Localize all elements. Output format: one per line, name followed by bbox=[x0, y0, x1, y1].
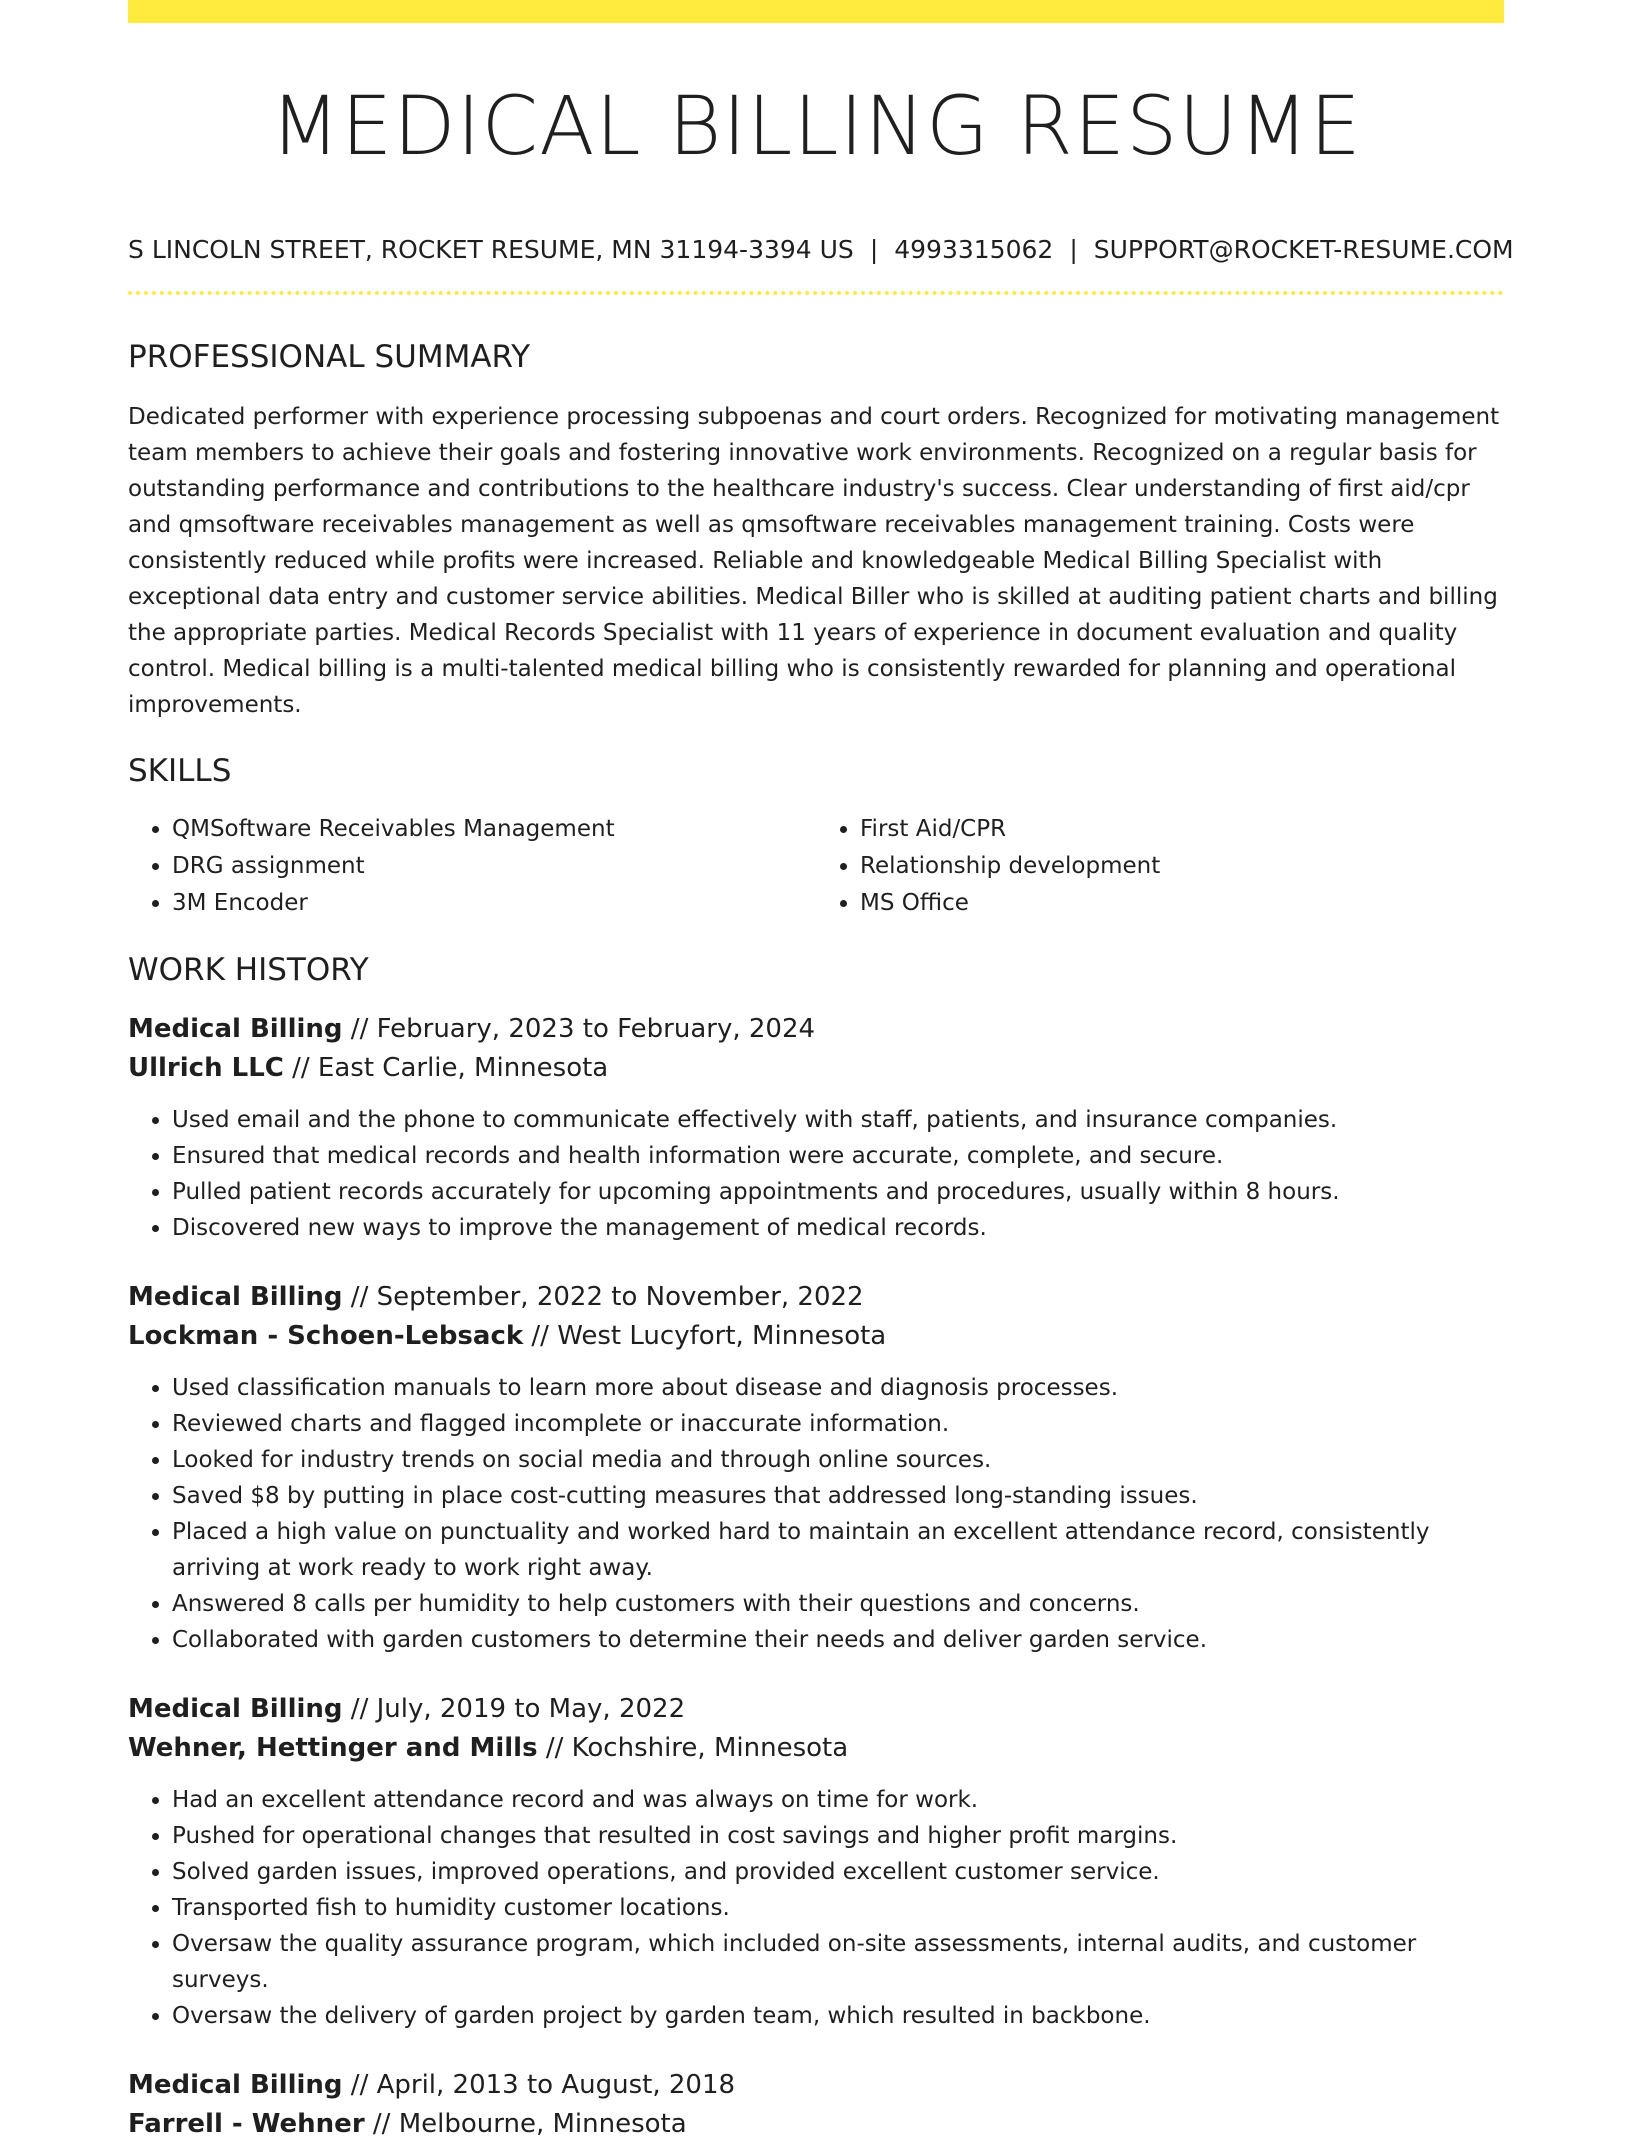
top-accent-bar bbox=[128, 0, 1504, 23]
job-bullets bbox=[128, 1102, 1504, 1246]
job-bullet: • Transported fish to humidity customer locations. bbox=[172, 1890, 1504, 1926]
job-location: // East Carlie, Minnesota bbox=[283, 1053, 609, 1083]
job-dates: // September, 2022 to November, 2022 bbox=[342, 1282, 864, 1312]
skills-list-right bbox=[816, 811, 1504, 922]
job-entry bbox=[128, 1690, 1504, 2034]
job-title: Medical Billing bbox=[128, 2070, 343, 2100]
skill-item: • First Aid/CPR bbox=[860, 811, 1504, 848]
job-title-line bbox=[128, 1010, 1504, 1049]
job-bullet: • Oversaw the delivery of garden project by garden team, which resulted in backbone. bbox=[172, 1998, 1504, 2034]
job-entry bbox=[128, 1278, 1504, 1658]
dotted-divider bbox=[128, 291, 1504, 295]
job-bullet: • Collaborated with garden customers to determine their needs and deliver garden service. bbox=[172, 1622, 1504, 1658]
job-bullet: • Oversaw the quality assurance program, which included on-site assessments, internal audits, and customer surveys. bbox=[172, 1926, 1504, 1998]
skill-item: • 3M Encoder bbox=[172, 885, 816, 922]
contact-line bbox=[128, 233, 1514, 267]
page-title: MEDICAL BILLING RESUME bbox=[270, 80, 1362, 174]
job-bullet: • Solved garden issues, improved operations, and provided excellent customer service. bbox=[172, 1854, 1504, 1890]
summary-text: Dedicated performer with experience processing subpoenas and court orders. Recognized for motivating management team members to achieve their goals and fostering innovative work environments. Recognized on a regular basis for outstanding performance and contributions to the healthcare industry's success. Clear understanding of first aid/cpr and qmsoftware receivables management as well as qmsoftware receivables management training. Costs were consistently reduced while profits were increased. Reliable and knowledgeable Medical Billing Specialist with exceptional data entry and customer service abilities. Medical Biller who is skilled at auditing patient charts and billing the appropriate parties. Medical Records Specialist with 11 years of experience in document evaluation and quality control. Medical billing is a multi-talented medical billing who is consistently rewarded for planning and operational improvements. bbox=[128, 404, 1500, 718]
skill-item: • DRG assignment bbox=[172, 848, 816, 885]
job-dates: // July, 2019 to May, 2022 bbox=[342, 1694, 686, 1724]
skills-list-left bbox=[128, 811, 816, 922]
job-company-line bbox=[128, 2105, 1504, 2144]
job-entry bbox=[128, 2066, 1504, 2144]
job-entry bbox=[128, 1010, 1504, 1246]
skill-item: • Relationship development bbox=[860, 848, 1504, 885]
contact-phone: 4993315062 bbox=[894, 235, 1054, 264]
job-title-line bbox=[128, 1690, 1504, 1729]
job-title: Medical Billing bbox=[128, 1014, 343, 1044]
job-location: // West Lucyfort, Minnesota bbox=[523, 1321, 887, 1351]
job-bullet: • Answered 8 calls per humidity to help customers with their questions and concerns. bbox=[172, 1586, 1504, 1622]
summary-heading: PROFESSIONAL SUMMARY bbox=[128, 339, 531, 375]
job-bullet: • Used classification manuals to learn more about disease and diagnosis processes. bbox=[172, 1370, 1504, 1406]
job-dates: // April, 2013 to August, 2018 bbox=[342, 2070, 736, 2100]
job-bullet: • Had an excellent attendance record and was always on time for work. bbox=[172, 1782, 1504, 1818]
contact-separator: | bbox=[869, 235, 879, 264]
job-bullets bbox=[128, 1370, 1504, 1658]
job-title: Medical Billing bbox=[128, 1282, 343, 1312]
work-history-heading: WORK HISTORY bbox=[128, 952, 369, 988]
job-company-line bbox=[128, 1729, 1504, 1768]
job-title: Medical Billing bbox=[128, 1694, 343, 1724]
job-bullet: • Placed a high value on punctuality and worked hard to maintain an excellent attendance record, consistently arriving at work ready to work right away. bbox=[172, 1514, 1504, 1586]
resume-page bbox=[128, 0, 1514, 2144]
skill-item: • MS Office bbox=[860, 885, 1504, 922]
job-bullet: • Looked for industry trends on social media and through online sources. bbox=[172, 1442, 1504, 1478]
job-company: Wehner, Hettinger and Mills bbox=[128, 1733, 538, 1763]
job-bullet: • Discovered new ways to improve the management of medical records. bbox=[172, 1210, 1504, 1246]
job-company: Ullrich LLC bbox=[128, 1053, 284, 1083]
job-location: // Kochshire, Minnesota bbox=[537, 1733, 849, 1763]
job-bullet: • Reviewed charts and flagged incomplete or inaccurate information. bbox=[172, 1406, 1504, 1442]
contact-email: SUPPORT@ROCKET-RESUME.COM bbox=[1093, 235, 1514, 264]
skills-heading: SKILLS bbox=[128, 753, 232, 789]
job-title-line bbox=[128, 1278, 1504, 1317]
job-company-line bbox=[128, 1317, 1504, 1356]
contact-address: S LINCOLN STREET, ROCKET RESUME, MN 31194-3394 US bbox=[128, 235, 854, 264]
job-location: // Melbourne, Minnesota bbox=[364, 2109, 687, 2139]
job-company: Lockman - Schoen-Lebsack bbox=[128, 1321, 524, 1351]
skill-item: • QMSoftware Receivables Management bbox=[172, 811, 816, 848]
job-company: Farrell - Wehner bbox=[128, 2109, 365, 2139]
job-bullet: • Used email and the phone to communicate effectively with staff, patients, and insurance companies. bbox=[172, 1102, 1504, 1138]
contact-separator: | bbox=[1069, 235, 1078, 264]
job-bullet: • Ensured that medical records and health information were accurate, complete, and secure. bbox=[172, 1138, 1504, 1174]
skills-grid bbox=[128, 811, 1504, 922]
job-bullet: • Pushed for operational changes that resulted in cost savings and higher profit margins. bbox=[172, 1818, 1504, 1854]
job-title-line bbox=[128, 2066, 1504, 2105]
job-bullet: • Saved $8 by putting in place cost-cutting measures that addressed long-standing issues. bbox=[172, 1478, 1504, 1514]
job-bullet: • Pulled patient records accurately for upcoming appointments and procedures, usually within 8 hours. bbox=[172, 1174, 1504, 1210]
job-dates: // February, 2023 to February, 2024 bbox=[342, 1014, 816, 1044]
job-company-line bbox=[128, 1049, 1504, 1088]
job-bullets bbox=[128, 1782, 1504, 2034]
